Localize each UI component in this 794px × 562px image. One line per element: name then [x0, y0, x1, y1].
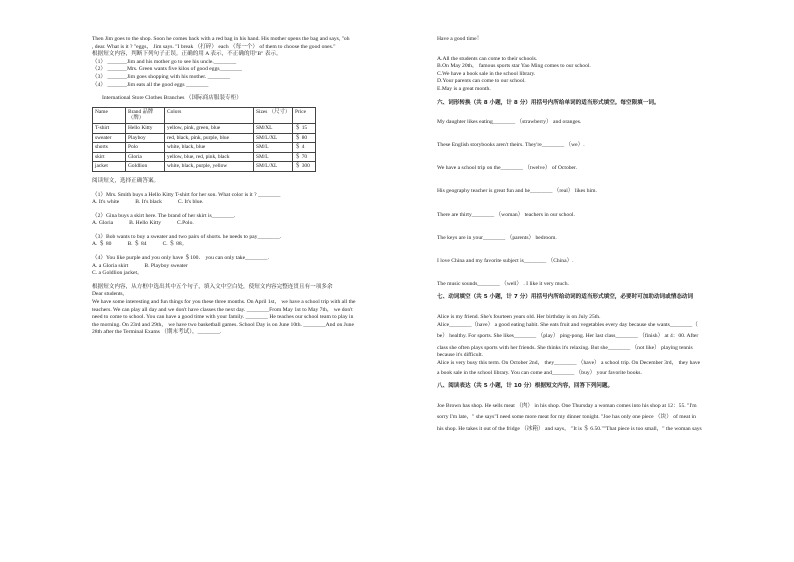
word-form-item[interactable]: The music sounds________ （well） . I like it very much. — [437, 280, 569, 287]
table-cell: Goldlion — [126, 162, 165, 172]
section-8-title: 八、阅读表达（共 5 小题，计 10 分）根据短文内容，回答下列问题。 — [437, 383, 614, 390]
passage-line: teachers. We can play all day and we don't have classes the next day. ________From May 1st to May 7th， we don't — [92, 306, 353, 313]
table-header: Brand 品牌（牌） — [126, 107, 165, 123]
table-title: International Store Clothes Branches （国际商店服装专柜） — [102, 95, 242, 102]
table-cell: yellow, pink, green, blue — [165, 123, 254, 133]
cloze-option: C.We have a book sale in the school library. — [437, 70, 536, 77]
table-cell: SM/L/XL — [254, 133, 293, 143]
table-header: Name — [93, 107, 126, 123]
table-cell: yellow, blue, red, pink, black — [165, 152, 254, 162]
word-form-item[interactable]: The keys are in your________ （parents） bedroom. — [437, 234, 557, 241]
passage-line: class she often plays sports with her friends. She thinks it's relaxing. But she________ （not like） playing tennis — [437, 344, 693, 351]
table-cell: Gloria — [126, 152, 165, 162]
table-cell: Polo — [126, 143, 165, 153]
right-page — [397, 0, 794, 562]
closing-line: Have a good time！ — [437, 36, 483, 42]
question-text: （4）You like purple and you only have ＄100． you can only take________. — [92, 255, 269, 262]
question-text: （2）Gina buys a skirt here. The brand of her skirt is________. — [92, 212, 236, 219]
passage-line: Alice is my friend. She's fourteen years old. Her birthday is on July 25th. — [437, 314, 601, 320]
table-header-row — [93, 107, 316, 123]
table-header: Colors — [165, 107, 254, 123]
table-cell: white, black, purple, yellow — [165, 162, 254, 172]
option-a[interactable]: A. a Gloria skirt — [92, 262, 129, 269]
option-a[interactable]: A. Gloria — [92, 220, 114, 227]
option-row — [92, 263, 387, 271]
passage-line: his shop. He takes it out of the fridge （冰箱） and says， "It is ＄ 6.50.""That piece is too small，" the woman says — [437, 425, 702, 432]
table-row — [93, 152, 316, 162]
tf-instruction: 根据短文内容，判断下列句子正误。正确的用 A 表示，不正确的用"B" 表示。 — [92, 51, 282, 58]
table-cell: ＄ 70 — [293, 152, 316, 162]
table-cell: sweater — [93, 133, 126, 143]
section-6-title: 六、词形转换（共 8 小题，计 8 分）用括号内所给单词的适当形式填空。每空限填一词。 — [437, 99, 660, 106]
table-row — [93, 133, 316, 143]
table-cell: SM/L — [254, 152, 293, 162]
passage-line: a book sale in the school library. You can come and________ （buy） your favorite books. — [437, 369, 642, 376]
passage-line: 28th after the Terminal Exams （期末考试），________. — [92, 329, 222, 336]
reading-passage — [437, 403, 770, 434]
option-c[interactable]: C. ＄ 88。 — [162, 241, 188, 248]
table-cell: white, black, blue — [165, 143, 254, 153]
question-1 — [92, 192, 387, 207]
option-a[interactable]: A. It's white — [92, 199, 120, 206]
table-cell: red, black, pink, purple, blue — [165, 133, 254, 143]
passage-line: sorry I'm late，" she says"I need some more meat for my dinner tonight. "Joe has only one piece （块） of meat in — [437, 414, 696, 421]
question-4 — [92, 255, 387, 278]
word-form-item[interactable]: We have a school trip on the________ （twelve） of October. — [437, 165, 577, 172]
table-row — [93, 143, 316, 153]
option-c[interactable]: C. It's blue. — [177, 199, 204, 206]
table-cell: ＄ 15 — [293, 123, 316, 133]
reading-instruction: 阅读短文，选择正确答案。 — [92, 177, 160, 184]
table-cell: SM/XL — [254, 123, 293, 133]
true-false-list — [92, 59, 387, 89]
passage-line: the morning. On 23rd and 29th， we have two basketball games. School Day is on June 10th. ________And on June — [92, 321, 354, 328]
table-cell: SM/L — [254, 143, 293, 153]
table-cell: shorts — [93, 143, 126, 153]
option-row — [92, 220, 387, 228]
passage-line: Dear students, — [92, 291, 125, 298]
passage-line: , dear. What is it ? "eggs， Jim says. "I break （打碎） each （每一个） of them to choose the good ones." — [92, 43, 336, 50]
passage-line: Then Jim goes to the shop. Soon he comes back with a red bag in his hand. His mother opens the bag and says, "oh — [92, 36, 350, 42]
tf-item[interactable]: （2） _______Mrs. Green wants five kilos of good eggs________ — [92, 66, 242, 73]
cloze-option: E.May is a great month. — [437, 85, 491, 92]
table-cell: ＄ 300 — [293, 162, 316, 172]
word-form-list — [437, 119, 770, 288]
cloze-options-box — [437, 56, 770, 94]
intro-passage — [92, 36, 387, 59]
table-cell: T-shirt — [93, 123, 126, 133]
passage-line: Joe Brown has shop. He sells meat （肉） in his shop. One Thursday a woman comes into his shop at 12：55. "I'm — [437, 402, 697, 409]
table-cell: jacket — [93, 162, 126, 172]
question-text: （3）Bob wants to buy a sweater and two pairs of shorts. he needs to pay________. — [92, 233, 282, 240]
word-form-item[interactable]: I love China and my favorite subject is________ （China）. — [437, 257, 574, 264]
table-cell: ＄ 4 — [293, 143, 316, 153]
option-b[interactable]: B. Playboy sweater — [144, 262, 188, 269]
question-3 — [92, 234, 387, 249]
question-text: （1）Mrs. Smith buys a Hello Kitty T-shirt for her son. What color is it ? ________ — [92, 191, 281, 198]
cloze-option: D.Your parents can come to our school. — [437, 78, 526, 85]
table-cell: ＄ 80 — [293, 133, 316, 143]
passage-line: be） healthy. For sports. She likes________ （play） ping-pong. Her last class________ （finish） at 4：00. After — [437, 333, 699, 340]
option-b[interactable]: B. Hello Kitty — [129, 220, 161, 227]
verb-passage — [437, 314, 770, 377]
option-c[interactable]: C.Polo. — [177, 220, 194, 227]
cloze-option: A.All the students can come to their schools. — [437, 55, 538, 62]
passage-line: Alice is very busy this term. On October 2nd， they________ （have） a school trip. On December 3rd， they have — [437, 359, 701, 366]
table-header: Sizes （尺寸） — [254, 107, 293, 123]
cloze-instruction: 根据短文内容，从方框中选出其中五个句子，填入文中空白处，使短文内容完整连贯且有一项多余 — [92, 283, 333, 290]
word-form-item[interactable]: My daughter likes eating________ （strawberry） and oranges. — [437, 119, 582, 126]
cloze-passage — [92, 284, 387, 337]
passage-line: because it's difficult. — [437, 352, 484, 359]
option-b[interactable]: B. It's black — [135, 199, 162, 206]
word-form-item[interactable]: There are thirty________ （woman） teachers in our school. — [437, 211, 575, 218]
tf-item[interactable]: （3） _______Jim goes shopping with his mother. ________ — [92, 73, 230, 80]
tf-item[interactable]: （1） _______Jim and his mother go to see his uncle.________ — [92, 58, 237, 65]
word-form-item[interactable]: His geography teacher is great fun and he________ （real） likes him. — [437, 188, 597, 195]
option-b[interactable]: B. ＄ 84 — [127, 241, 147, 248]
passage-line: need to come to school. You can have a good time with your family. ________ He teaches our school team to play in — [92, 314, 354, 321]
table-cell: Hello Kitty — [126, 123, 165, 133]
section-7-title: 七、动词填空（共 5 小题，计 7 分）用括号内所给动词的适当形式填空，必要时可加助动词或情态动词 — [437, 294, 694, 301]
word-form-item[interactable]: These English storybooks aren't theirs. They're________ （we）. — [437, 142, 585, 149]
table-row — [93, 123, 316, 133]
table-cell: SM/L/XL — [254, 162, 293, 172]
option-row — [92, 199, 387, 207]
clothes-table — [92, 107, 316, 172]
cloze-option: B.On May 20th， famous sports star Yao Ming comes to our school. — [437, 63, 591, 70]
tf-item[interactable]: （4） _______Jim eats all the good eggs ________ — [92, 81, 209, 88]
option-c[interactable]: C. a Goldlion jacket。 — [92, 270, 143, 277]
passage-line: Alice________（have） a good eating habit. She eats fruit and vegetables every day because she wants________（ — [437, 321, 698, 328]
option-a[interactable]: A. ＄ 80 — [92, 241, 112, 248]
table-row — [93, 162, 316, 172]
question-2 — [92, 213, 387, 228]
passage-line: We have some interesting and fun things for you these three months. On April 1st， we have a school trip with all the — [92, 299, 356, 306]
option-row — [92, 241, 387, 249]
table-cell: skirt — [93, 152, 126, 162]
table-cell: Playboy — [126, 133, 165, 143]
table-header: Price — [293, 107, 316, 123]
